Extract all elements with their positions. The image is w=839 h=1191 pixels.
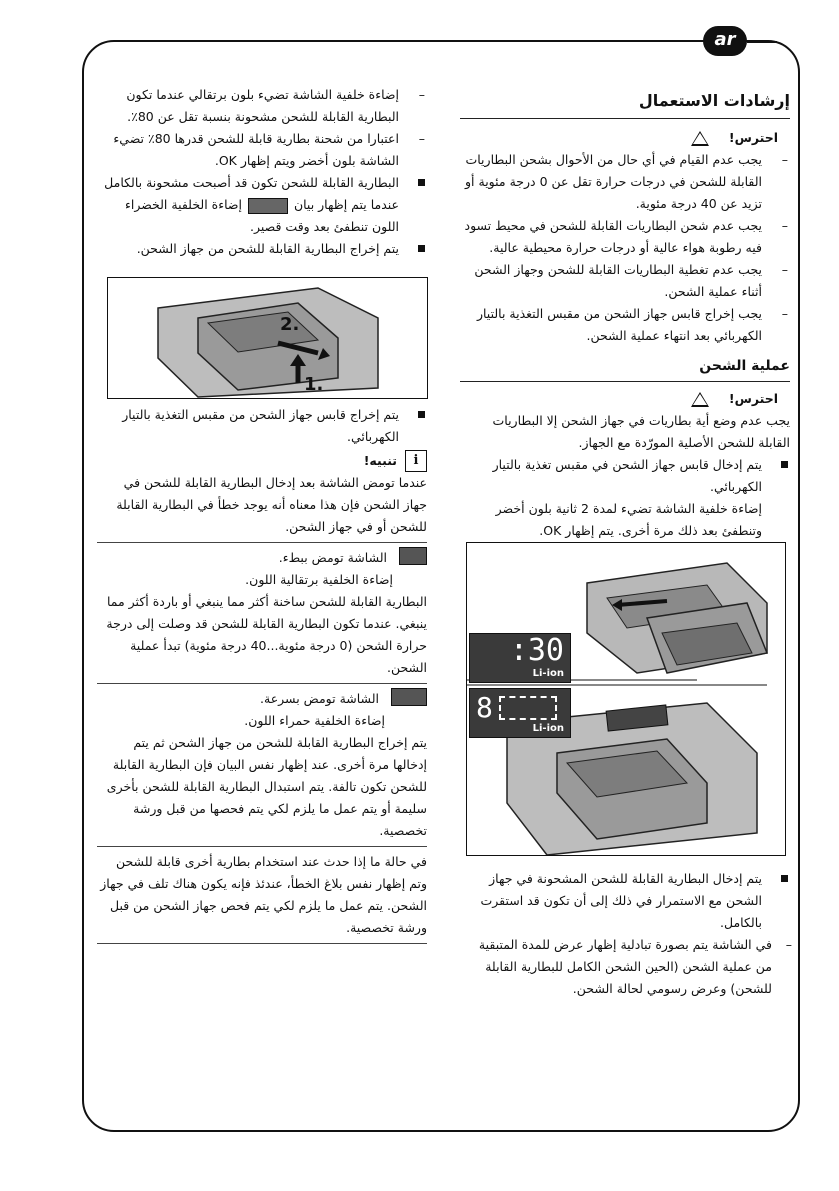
left-column-bottom (97, 404, 427, 948)
note-text: عندما تومض الشاشة بعد إدخال البطارية القابلة للشحن في جهاز الشحن فإن هذا معناه أنه يوجد خطأ في البطارية القابلة للشحن أو في جهاز الشحن. (116, 475, 427, 534)
heading-rule (460, 118, 790, 119)
warning-caution-1 (460, 127, 790, 149)
warning-label: احترس! (728, 130, 778, 145)
insert-list (460, 868, 790, 934)
lcd-digit: 8 (476, 691, 493, 724)
ok-display-icon (248, 198, 288, 214)
right-column (460, 80, 790, 542)
lcd-panel-top (469, 633, 571, 683)
fast-blink-title: الشاشة تومض بسرعة. (260, 691, 379, 706)
lcd-blink-fast-icon (391, 688, 427, 706)
step-label-2: 2. (280, 314, 300, 335)
divider (97, 683, 427, 684)
lcd-chemistry: Li-ion (532, 668, 564, 679)
full-charge-text-a: البطارية القابلة للشحن تكون قد أصبحت مشحونة بالكامل عندما يتم إظهار بيان (104, 175, 399, 212)
full-charge-list (97, 172, 427, 260)
full-charge-text-b: إضاءة الخلفية الخضراء اللون تنطفئ بعد وقت قصير. (124, 197, 399, 234)
warning-item: – يجب عدم شحن البطاريات القابلة للشحن في محيط تسود فيه رطوبة هواء عالية أو درجات حرارة محيطية عالية. (460, 215, 790, 259)
fast-blink-sub: إضاءة الخلفية حمراء اللون. (244, 713, 385, 728)
slow-blink-text: البطارية القابلة للشحن ساخنة أكثر مما ينبغي أو باردة أكثر مما ينبغي. عندما تكون البطارية القابلة للشحن قد وصلت إلى درجة حرارة الشحن (0 درجة مئوية...40 درجة مئوية) تبدأ عملية الشحن. (106, 594, 427, 675)
fast-blink-text: يتم إخراج البطارية القابلة للشحن من جهاز الشحن ثم يتم إدخالها مرة أخرى. عند إظهار نفس البيان فإن البطارية القابلة للشحن تكون تالفة. يتم استبدال البطارية القابلة للشحن بأخرى سليمة أو يتم عمل ما يلزم لكي يتم فحصها من قبل ورشة تخصصية. (106, 735, 427, 838)
insert-subitem: – في الشاشة يتم بصورة تبادلية إظهار عرض للمدة المتبقية من عملية الشحن (الحين الشحن الكامل للبطارية القابلة للشحن) وعرض رسومي لحالة الشحن. (460, 934, 790, 1000)
warning-item: – يجب إخراج قابس جهاز الشحن من مقبس التغذية بالتيار الكهربائي بعد انتهاء عملية الشحن. (460, 303, 790, 347)
final-text: في حالة ما إذا حدث عند استخدام بطارية أخرى قابلة للشحن وتم إظهار نفس بلاغ الخطأ، عندئذ فإنه يكون هناك تلف في جهاز الشحن. يتم عمل ما يلزم لكي يتم فحص جهاز الشحن من قبل ورشة تخصصية. (100, 854, 427, 935)
warning-item: – يجب عدم القيام في أي حال من الأحوال بشحن البطاريات القابلة للشحن في درجات حرارة تقل عن 0 درجة مئوية أو تزيد عن 40 درجة مئوية. (460, 149, 790, 215)
charging-subheading: عملية الشحن (699, 358, 790, 374)
insert-sublist (460, 934, 790, 1000)
lcd-chemistry: Li-ion (532, 723, 564, 734)
fast-blink-row (97, 688, 427, 710)
warning-triangle-icon: ! (691, 131, 709, 146)
divider (97, 943, 427, 944)
battery-removal-illustration (107, 277, 428, 399)
charger-insert-illustration (466, 542, 786, 856)
full-charge-item (97, 172, 427, 238)
slow-blink-row (97, 547, 427, 569)
backlight-list (97, 84, 427, 172)
sub-rule (460, 381, 790, 382)
insert-item: يتم إدخال البطارية القابلة للشحن المشحونة في جهاز الشحن مع الاستمرار في ذلك إلى أن تكون قد استقرت بالكامل. (460, 868, 790, 934)
battery-outline-icon (499, 696, 557, 720)
divider (97, 846, 427, 847)
info-icon: i (405, 450, 427, 472)
note-header (97, 450, 427, 472)
right-column-bottom (460, 868, 790, 1000)
lcd-panel-bottom (469, 688, 571, 738)
lcd-time: :30 (509, 633, 564, 668)
slow-blink-title: الشاشة تومض ببطء. (278, 550, 387, 565)
warning-item: – يجب عدم تغطية البطاريات القابلة للشحن وجهاز الشحن أثناء عملية الشحن. (460, 259, 790, 303)
lcd-blink-slow-icon (399, 547, 427, 565)
lcd-battery-gauge (470, 689, 570, 723)
badge-line (747, 41, 777, 43)
left-column (97, 84, 427, 260)
plug-item: يتم إدخال قابس جهاز الشحن في مقبس تغذية بالتيار الكهربائي. (460, 454, 790, 498)
battery-removal-drawing (108, 278, 427, 398)
warning-text: يجب عدم وضع أية بطاريات في جهاز الشحن إلا البطاريات القابلة للشحن الأصلية المورّدة مع الجهاز. (492, 413, 790, 450)
divider (97, 542, 427, 543)
language-badge: ar (703, 26, 747, 56)
step-label-1: 1. (304, 374, 324, 395)
unplug-list (97, 404, 427, 448)
remove-item: يتم إخراج البطارية القابلة للشحن من جهاز الشحن. (97, 238, 427, 260)
plug-followup: إضاءة خلفية الشاشة تضيء لمدة 2 ثانية بلون أخضر وتنطفئ بعد ذلك مرة أخرى. يتم إظهار OK. (495, 501, 762, 538)
warning-caution-2 (460, 388, 790, 410)
slow-blink-sub: إضاءة الخلفية برتقالية اللون. (245, 572, 393, 587)
warning-label: احترس! (728, 391, 778, 406)
warning-list (460, 149, 790, 347)
warning-triangle-icon: ! (691, 392, 709, 407)
backlight-item: – إضاءة خلفية الشاشة تضيء بلون برتقالي عندما تكون البطارية القابلة للشحن مشحونة بنسبة تقل عن 80٪. (97, 84, 427, 128)
section-heading: إرشادات الاستعمال (638, 91, 790, 110)
unplug-item: يتم إخراج قابس جهاز الشحن من مقبس التغذية بالتيار الكهربائي. (97, 404, 427, 448)
backlight-item: – اعتبارا من شحنة بطارية قابلة للشحن قدرها 80٪ تضيء الشاشة بلون أخضر ويتم إظهار OK. (97, 128, 427, 172)
plug-list (460, 454, 790, 498)
note-label: تنبيه! (363, 453, 397, 468)
